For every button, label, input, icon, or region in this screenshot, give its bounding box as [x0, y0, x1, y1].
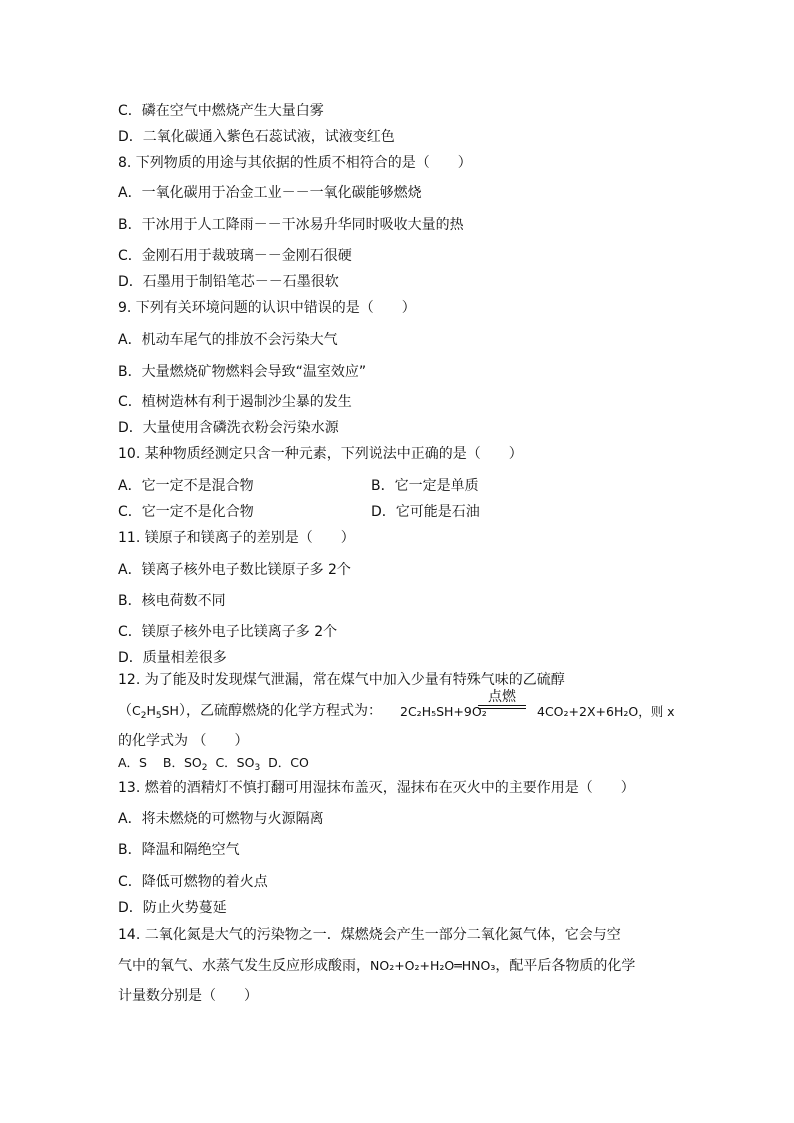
- q9-option-c: C．植树造林有利于遏制沙尘暴的发生: [118, 394, 352, 410]
- q10-option-b: B．它一定是单质: [371, 478, 479, 494]
- q12-option-a: A．S: [118, 755, 147, 770]
- q13-option-c: C．降低可燃物的着火点: [118, 874, 268, 890]
- q13-option-d: D．防止火势蔓延: [118, 900, 227, 916]
- q8-option-c: C．金刚石用于裁玻璃－－金刚石很硬: [118, 248, 352, 264]
- equals-bar: [478, 705, 526, 709]
- formula-sub-5: 5: [155, 711, 162, 721]
- question-14: 14. 二氧化氮是大气的污染物之一．煤燃烧会产生一部分二氧化氮气体，它会与空: [118, 927, 621, 943]
- q10-option-c: C．它一定不是化合物: [118, 504, 254, 520]
- q14-line-2-text: 气中的氧气、水蒸气发生反应形成酸雨，: [118, 958, 370, 974]
- option-d-co2-litmus: D．二氧化碳通入紫色石蕊试液，试液变红色: [118, 129, 395, 145]
- question-12: 12. 为了能及时发现煤气泄漏，常在煤气中加入少量有特殊气味的乙硫醇: [118, 672, 565, 688]
- q11-option-b: B．核电荷数不同: [118, 593, 226, 609]
- q13-option-a: A．将未燃烧的可燃物与火源隔离: [118, 811, 324, 827]
- q9-option-a: A．机动车尾气的排放不会污染大气: [118, 332, 338, 348]
- formula-c: C: [132, 703, 141, 718]
- reaction-arrow: [478, 690, 526, 709]
- q10-options-row-1: [118, 477, 479, 495]
- q10-options-row-2: [118, 503, 480, 521]
- q12-option-c-sub: 3: [254, 763, 261, 773]
- q12-equation-line: [118, 689, 675, 721]
- q12-option-b: [162, 755, 208, 773]
- q12-options: [118, 754, 309, 772]
- paren-open: （: [118, 703, 132, 719]
- option-c-phosphorus: C．磷在空气中燃烧产生大量白雾: [118, 103, 324, 119]
- formula-sh: SH: [161, 703, 179, 718]
- q12-option-c: [215, 755, 261, 773]
- question-9: 9. 下列有关环境问题的认识中错误的是（ ）: [118, 300, 416, 316]
- equation-intro: ），乙硫醇燃烧的化学方程式为：: [178, 703, 382, 719]
- q9-option-b: B．大量燃烧矿物燃料会导致“温室效应”: [118, 364, 367, 380]
- q12-line-3: 的化学式为 （ ）: [118, 733, 249, 749]
- q8-option-b: B．干冰用于人工降雨－－干冰易升华同时吸收大量的热: [118, 217, 464, 233]
- question-11: 11. 镁原子和镁离子的差别是（ ）: [118, 530, 355, 546]
- formula-h: H: [146, 703, 156, 718]
- reaction-condition: 点燃: [488, 689, 516, 705]
- q14-equation: NO₂+O₂+H₂O═HNO₃: [370, 958, 496, 973]
- equation-rhs: 4CO₂+2X+6H₂O，则 x: [537, 704, 675, 719]
- q13-option-b: B．降温和隔绝空气: [118, 842, 240, 858]
- question-8: 8. 下列物质的用途与其依据的性质不相符合的是（ ）: [118, 155, 472, 171]
- q14-line-2-tail: ，配平后各物质的化学: [495, 958, 636, 974]
- q9-option-d: D．大量使用含磷洗衣粉会污染水源: [118, 420, 339, 436]
- q8-option-d: D．石墨用于制铅笔芯－－石墨很软: [118, 274, 339, 290]
- q10-option-d: D．它可能是石油: [371, 504, 480, 520]
- q8-option-a: A．一氧化碳用于冶金工业－－一氧化碳能够燃烧: [118, 185, 422, 201]
- q12-option-c-text: C．SO: [215, 755, 255, 770]
- equation-lhs: 2C₂H₅SH+9O₂: [400, 704, 487, 719]
- q12-option-b-text: B．SO: [162, 755, 202, 770]
- question-13: 13. 燃着的酒精灯不慎打翻可用湿抹布盖灭，湿抹布在灭火中的主要作用是（ ）: [118, 780, 635, 796]
- q10-option-a: A．它一定不是混合物: [118, 478, 254, 494]
- q12-option-b-sub: 2: [201, 763, 208, 773]
- q11-option-c: C．镁原子核外电子比镁离子多 2个: [118, 624, 338, 640]
- q14-line-3: 计量数分别是（ ）: [118, 988, 258, 1004]
- q11-option-d: D．质量相差很多: [118, 650, 227, 666]
- q14-line-2: [118, 957, 635, 975]
- q11-option-a: A．镁离子核外电子数比镁原子多 2个: [118, 562, 351, 578]
- question-10: 10. 某种物质经测定只含一种元素，下列说法中正确的是（ ）: [118, 446, 523, 462]
- q12-option-d: D．CO: [268, 755, 309, 770]
- formula-sub-2: 2: [140, 711, 147, 721]
